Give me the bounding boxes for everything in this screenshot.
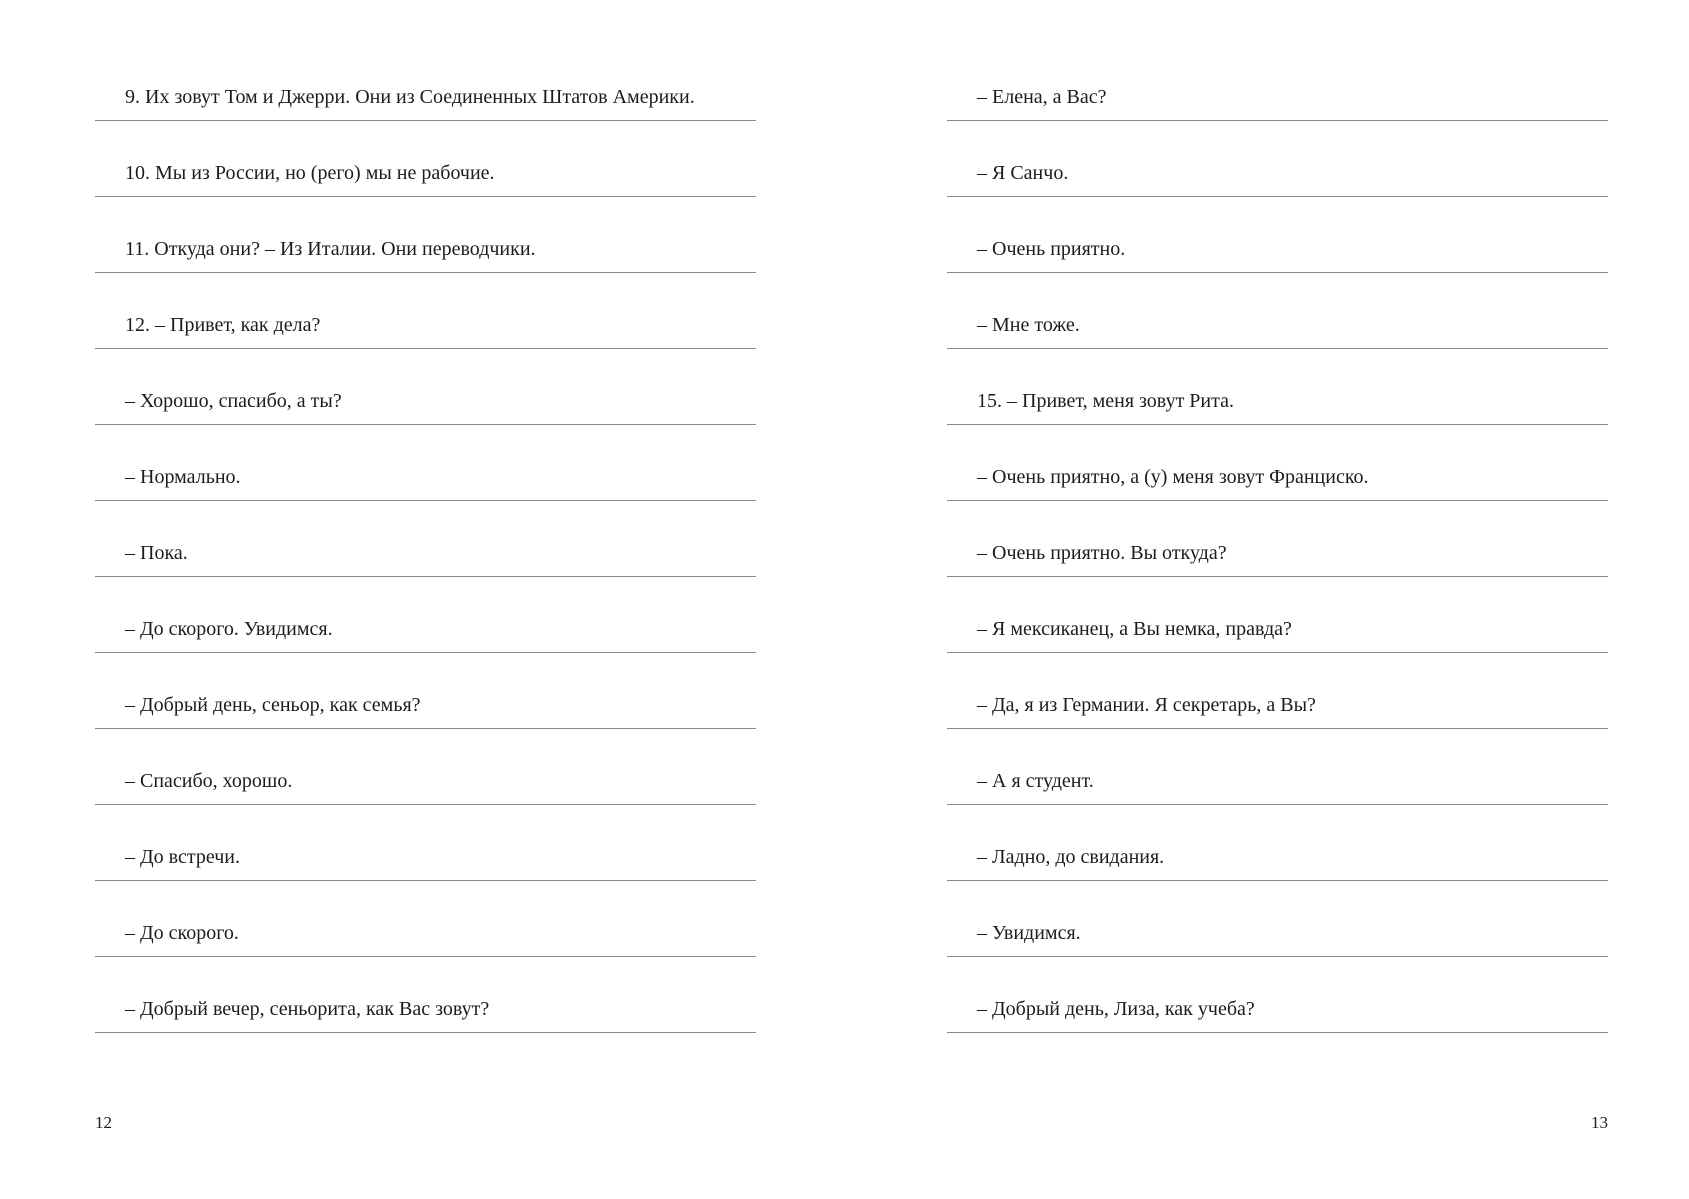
exercise-text: 10. Мы из России, но (рего) мы не рабочие.	[125, 162, 495, 184]
exercise-row	[947, 996, 1608, 1072]
page-number: 12	[95, 1113, 112, 1132]
exercise-text: – Хорошо, спасибо, а ты?	[125, 390, 342, 412]
exercise-row	[95, 84, 756, 160]
exercise-text: – Добрый вечер, сеньорита, как Вас зовут?	[125, 998, 490, 1020]
exercise-text: – Да, я из Германии. Я секретарь, а Вы?	[977, 694, 1316, 716]
answer-line	[947, 348, 1608, 349]
exercise-text: – Добрый день, Лиза, как учеба?	[977, 998, 1255, 1020]
exercise-text: – Очень приятно.	[977, 238, 1126, 260]
answer-line	[947, 500, 1608, 501]
answer-line	[95, 1032, 756, 1033]
exercise-text: – До скорого. Увидимся.	[125, 618, 333, 640]
answer-line	[95, 196, 756, 197]
answer-line	[947, 880, 1608, 881]
answer-line	[947, 272, 1608, 273]
exercise-row	[947, 236, 1608, 312]
exercise-text: – А я студент.	[977, 770, 1094, 792]
exercise-text: – Спасибо, хорошо.	[125, 770, 293, 792]
answer-line	[95, 500, 756, 501]
exercise-row	[95, 844, 756, 920]
exercise-row	[95, 464, 756, 540]
exercise-row	[947, 388, 1608, 464]
exercise-row	[95, 996, 756, 1072]
exercise-text: – Увидимся.	[977, 922, 1081, 944]
exercise-row	[947, 464, 1608, 540]
answer-line	[95, 728, 756, 729]
exercise-text: – Мне тоже.	[977, 314, 1080, 336]
answer-line	[95, 652, 756, 653]
answer-line	[95, 880, 756, 881]
answer-line	[95, 272, 756, 273]
exercise-text: – Я мексиканец, а Вы немка, правда?	[977, 618, 1292, 640]
exercise-row	[947, 160, 1608, 236]
exercise-row	[95, 312, 756, 388]
exercise-row	[95, 236, 756, 312]
answer-line	[947, 956, 1608, 957]
exercise-text: 15. – Привет, меня зовут Рита.	[977, 390, 1234, 412]
answer-line	[947, 1032, 1608, 1033]
exercise-row	[95, 160, 756, 236]
exercise-row	[947, 692, 1608, 768]
exercise-text: – Очень приятно. Вы откуда?	[977, 542, 1227, 564]
exercise-text: – До встречи.	[125, 846, 240, 868]
answer-line	[947, 120, 1608, 121]
exercise-row	[95, 540, 756, 616]
exercise-row	[947, 540, 1608, 616]
answer-line	[95, 956, 756, 957]
exercise-text: 9. Их зовут Том и Джерри. Они из Соединенных Штатов Америки.	[125, 86, 695, 108]
left-page	[95, 0, 756, 1199]
exercise-text: – Добрый день, сеньор, как семья?	[125, 694, 421, 716]
answer-line	[95, 804, 756, 805]
exercise-text: – До скорого.	[125, 922, 239, 944]
exercise-text: 12. – Привет, как дела?	[125, 314, 321, 336]
exercise-row	[95, 388, 756, 464]
answer-line	[95, 348, 756, 349]
answer-line	[95, 424, 756, 425]
page-number: 13	[1591, 1113, 1608, 1132]
answer-line	[947, 728, 1608, 729]
exercise-text: – Я Санчо.	[977, 162, 1069, 184]
answer-line	[95, 576, 756, 577]
exercise-text: 11. Откуда они? – Из Италии. Они переводчики.	[125, 238, 536, 260]
exercise-row	[947, 844, 1608, 920]
answer-line	[95, 120, 756, 121]
exercise-text: – Очень приятно, а (у) меня зовут Франциско.	[977, 466, 1369, 488]
exercise-row	[95, 768, 756, 844]
exercise-row	[947, 920, 1608, 996]
exercise-text: – Нормально.	[125, 466, 241, 488]
exercise-row	[947, 768, 1608, 844]
answer-line	[947, 652, 1608, 653]
exercise-row	[947, 616, 1608, 692]
exercise-row	[95, 692, 756, 768]
exercise-row	[95, 616, 756, 692]
answer-line	[947, 196, 1608, 197]
exercise-row	[947, 312, 1608, 388]
exercise-row	[95, 920, 756, 996]
right-page	[947, 0, 1608, 1199]
answer-line	[947, 576, 1608, 577]
exercise-text: – Ладно, до свидания.	[977, 846, 1165, 868]
answer-line	[947, 804, 1608, 805]
answer-line	[947, 424, 1608, 425]
exercise-row	[947, 84, 1608, 160]
exercise-text: – Елена, а Вас?	[977, 86, 1107, 108]
exercise-text: – Пока.	[125, 542, 188, 564]
